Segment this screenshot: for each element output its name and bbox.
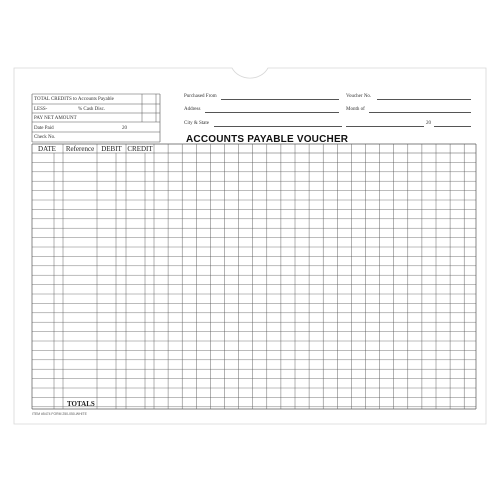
totals-label: TOTALS [67,400,95,408]
city-state-label: City & State [184,121,209,126]
column-header-reference: Reference [65,145,95,153]
voucher-no-label: Voucher No. [346,94,372,99]
year-line[interactable] [434,126,471,127]
purchased-from-label: Purchased From [184,94,217,99]
date-line[interactable] [346,126,424,127]
pay-net-amount-label: PAY NET AMOUNT [34,116,77,121]
date-paid-label: Date Paid [34,126,54,131]
month-of-line[interactable] [369,112,471,113]
city-state-line[interactable] [214,126,342,127]
cash-disc-label: % Cash Disc. [78,107,106,112]
form-item-number: ITEM #5474 FORM 250-050-WHITE [32,412,87,416]
voucher-no-line[interactable] [377,99,471,100]
column-header-debit: DEBIT [101,145,122,153]
less-label: LESS- [34,107,48,112]
total-credits-label: TOTAL CREDITS to Accounts Payable [34,97,114,102]
address-label: Address [184,107,201,112]
column-header-credit: CREDIT [127,145,153,153]
date-paid-year: 20 [122,126,127,131]
year-prefix: 20 [426,121,431,126]
address-line[interactable] [205,112,339,113]
month-of-label: Month of [346,107,365,112]
purchased-from-line[interactable] [221,99,339,100]
check-no-label: Check No. [34,135,56,140]
column-header-date: DATE [38,145,56,153]
form-title: ACCOUNTS PAYABLE VOUCHER [186,134,349,145]
